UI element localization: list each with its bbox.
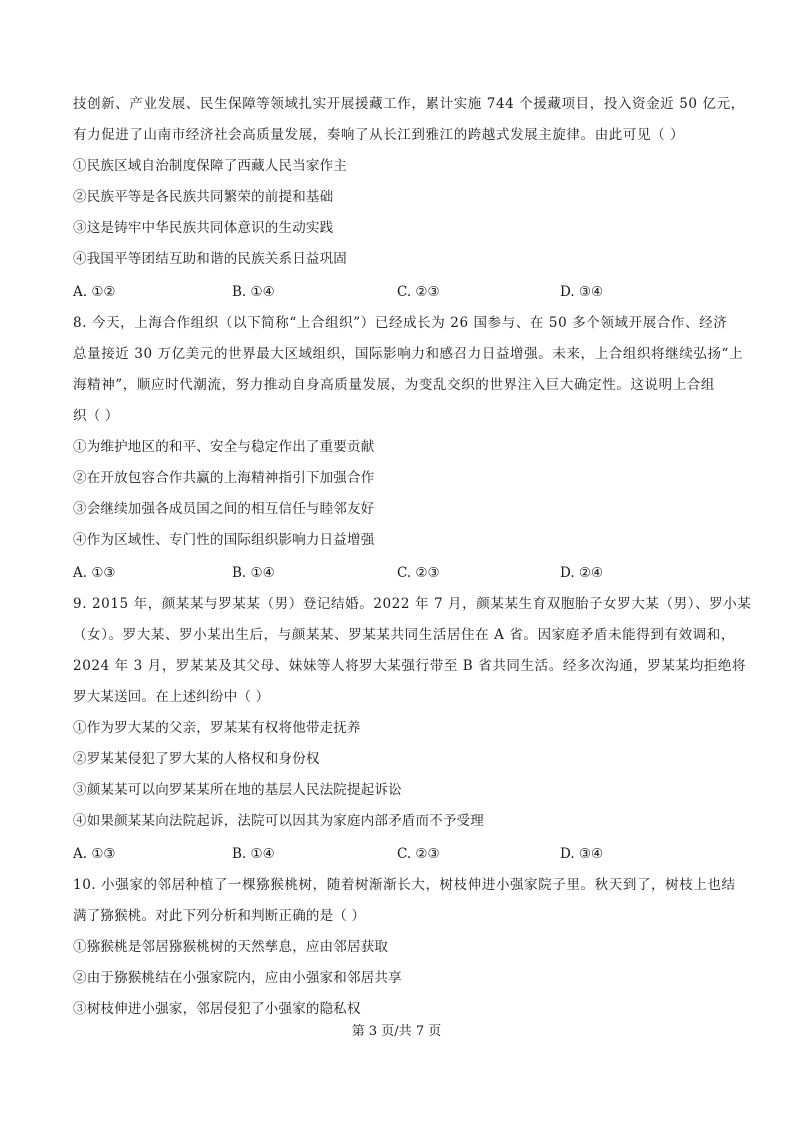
q9-stem-line-3: 2024 年 3 月，罗某某及其父母、妹妹等人将罗大某强行带至 B 省共同生活。经多次沟通，罗某某均拒绝将 — [73, 658, 747, 674]
q7-statement-3: ③这是铸牢中华民族共同体意识的生动实践 — [73, 220, 334, 236]
q7-stem-line-1: 技创新、产业发展、民生保障等领域扎实开展援藏工作，累计实施 744 个援藏项目，投入资金近 50 亿元， — [73, 96, 745, 112]
q7-option-a[interactable]: A. ①② — [73, 284, 116, 300]
q8-statement-3: ③会继续加强各成员国之间的相互信任与睦邻友好 — [73, 501, 375, 517]
q8-statement-1: ①为维护地区的和平、安全与稳定作出了重要贡献 — [73, 439, 375, 455]
q9-option-b[interactable]: B. ①④ — [232, 846, 275, 862]
q8-statement-4: ④作为区域性、专门性的国际组织影响力日益增强 — [73, 532, 375, 548]
q7-statement-2: ②民族平等是各民族共同繁荣的前提和基础 — [73, 189, 334, 205]
q9-statement-4: ④如果颜某某向法院起诉，法院可以因其为家庭内部矛盾而不予受理 — [73, 813, 484, 829]
q9-option-d[interactable]: D. ③④ — [560, 846, 604, 862]
q8-options — [73, 563, 723, 583]
q8-option-a[interactable]: A. ①③ — [73, 565, 116, 581]
q8-stem-line-1: 8. 今天，上海合作组织（以下简称“上合组织”）已经成长为 26 国参与、在 50 多个领域开展合作、经济 — [73, 315, 728, 331]
q7-option-b[interactable]: B. ①④ — [232, 284, 275, 300]
q7-options — [73, 282, 723, 302]
q10-stem-line-2: 满了猕猴桃。对此下列分析和判断正确的是（ ） — [73, 908, 366, 924]
q9-statement-2: ②罗某某侵犯了罗大某的人格权和身份权 — [73, 751, 320, 767]
q10-statement-3: ③树枝伸进小强家，邻居侵犯了小强家的隐私权 — [73, 1001, 361, 1017]
q9-option-a[interactable]: A. ①③ — [73, 846, 116, 862]
q9-options — [73, 844, 723, 864]
q7-option-d[interactable]: D. ③④ — [560, 284, 604, 300]
q8-stem-line-4: 织（ ） — [73, 408, 119, 424]
q10-statement-2: ②由于猕猴桃结在小强家院内，应由小强家和邻居共享 — [73, 970, 402, 986]
q8-option-b[interactable]: B. ①④ — [232, 565, 275, 581]
q10-statement-1: ①猕猴桃是邻居猕猴桃树的天然孳息，应由邻居获取 — [73, 939, 389, 955]
q7-option-c[interactable]: C. ②③ — [397, 284, 440, 300]
q9-statement-3: ③颜某某可以向罗某某所在地的基层人民法院提起诉讼 — [73, 782, 402, 798]
q9-stem-line-4: 罗大某送回。在上述纠纷中（ ） — [73, 689, 270, 705]
page-number-footer: 第 3 页/共 7 页 — [351, 1024, 442, 1039]
q9-stem-line-2: （女）。罗大某、罗小某出生后，与颜某某、罗某某共同生活居住在 A 省。因家庭矛盾未能得到有效调和， — [73, 627, 735, 643]
q10-stem-line-1: 10. 小强家的邻居种植了一棵猕猴桃树，随着树渐渐长大，树枝伸进小强家院子里。秋天到了，树枝上也结 — [73, 877, 736, 893]
q8-stem-line-3: 海精神”，顺应时代潮流，努力推动自身高质量发展，为变乱交织的世界注入巨大确定性。这说明上合组 — [73, 377, 715, 393]
q7-statement-4: ④我国平等团结互助和谐的民族关系日益巩固 — [73, 251, 347, 267]
q8-option-c[interactable]: C. ②③ — [397, 565, 440, 581]
q8-statement-2: ②在开放包容合作共赢的上海精神指引下加强合作 — [73, 470, 375, 486]
q8-option-d[interactable]: D. ②④ — [560, 565, 604, 581]
q9-statement-1: ①作为罗大某的父亲，罗某某有权将他带走抚养 — [73, 720, 361, 736]
q8-stem-line-2: 总量接近 30 万亿美元的世界最大区域组织，国际影响力和感召力日益增强。未来，上合组织将继续弘扬“上 — [73, 346, 744, 362]
q7-stem-line-2: 有力促进了山南市经济社会高质量发展，奏响了从长江到雅江的跨越式发展主旋律。由此可见（ ） — [73, 127, 685, 143]
q9-option-c[interactable]: C. ②③ — [397, 846, 440, 862]
q7-statement-1: ①民族区域自治制度保障了西藏人民当家作主 — [73, 158, 347, 174]
q9-stem-line-1: 9. 2015 年，颜某某与罗某某（男）登记结婚。2022 年 7 月，颜某某生育双胞胎子女罗大某（男）、罗小某 — [73, 596, 752, 612]
